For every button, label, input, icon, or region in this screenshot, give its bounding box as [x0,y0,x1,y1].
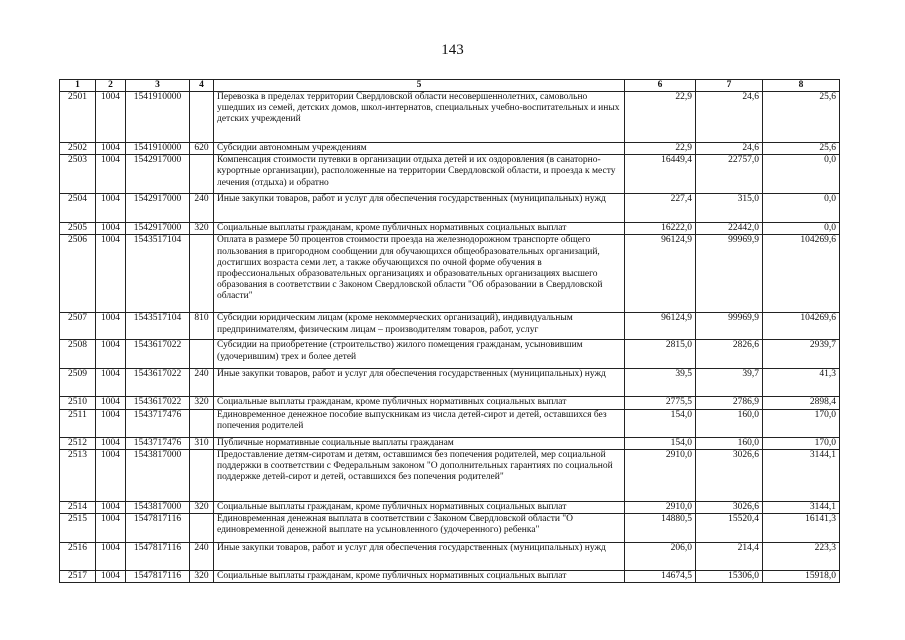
target-article-code: 1543617022 [126,369,190,397]
amount-year-3: 223,3 [763,543,840,571]
amount-year-3: 41,3 [763,369,840,397]
table-row [60,313,840,340]
target-article-code: 1541910000 [126,143,190,155]
row-number: 2516 [60,543,96,571]
amount-year-3: 2898,4 [763,397,840,409]
target-article-code: 1542917000 [126,155,190,194]
row-number: 2507 [60,313,96,340]
amount-year-1: 16449,4 [625,155,696,194]
amount-year-2: 99969,9 [696,313,763,340]
section-code: 1004 [96,437,126,449]
amount-year-3: 0,0 [763,194,840,223]
table-row [60,92,840,143]
amount-year-1: 96124,9 [625,235,696,313]
expense-type-code [190,514,214,543]
expense-type-code: 320 [190,397,214,409]
section-code: 1004 [96,92,126,143]
expense-type-code [190,155,214,194]
expense-description: Социальные выплаты гражданам, кроме публичных нормативных социальных выплат [214,571,625,583]
section-code: 1004 [96,194,126,223]
table-row [60,143,840,155]
row-number: 2513 [60,449,96,501]
section-code: 1004 [96,235,126,313]
column-header-8: 8 [763,80,840,92]
expense-description: Иные закупки товаров, работ и услуг для обеспечения государственных (муниципальных) нужд [214,369,625,397]
table-body [60,92,840,583]
section-code: 1004 [96,313,126,340]
row-number: 2506 [60,235,96,313]
target-article-code: 1543617022 [126,397,190,409]
column-header-4: 4 [190,80,214,92]
target-article-code: 1547817116 [126,571,190,583]
page-number: 143 [441,42,464,58]
section-code: 1004 [96,155,126,194]
table-row [60,223,840,235]
column-header-3: 3 [126,80,190,92]
target-article-code: 1543617022 [126,340,190,369]
section-code: 1004 [96,340,126,369]
amount-year-3: 104269,6 [763,235,840,313]
expense-type-code: 810 [190,313,214,340]
section-code: 1004 [96,514,126,543]
expense-type-code [190,92,214,143]
amount-year-1: 2910,0 [625,449,696,501]
row-number: 2503 [60,155,96,194]
amount-year-2: 315,0 [696,194,763,223]
row-number: 2502 [60,143,96,155]
amount-year-1: 22,9 [625,143,696,155]
section-code: 1004 [96,449,126,501]
column-header-6: 6 [625,80,696,92]
column-header-1: 1 [60,80,96,92]
amount-year-3: 16141,3 [763,514,840,543]
amount-year-3: 104269,6 [763,313,840,340]
section-code: 1004 [96,409,126,437]
expense-type-code: 320 [190,223,214,235]
row-number: 2515 [60,514,96,543]
section-code: 1004 [96,223,126,235]
target-article-code: 1543517104 [126,313,190,340]
target-article-code: 1541910000 [126,92,190,143]
column-header-5: 5 [214,80,625,92]
header-row [60,80,840,92]
amount-year-1: 14880,5 [625,514,696,543]
amount-year-2: 22442,0 [696,223,763,235]
target-article-code: 1543717476 [126,409,190,437]
amount-year-1: 16222,0 [625,223,696,235]
amount-year-2: 3026,6 [696,449,763,501]
amount-year-3: 0,0 [763,155,840,194]
budget-table [59,79,840,583]
amount-year-1: 22,9 [625,92,696,143]
amount-year-3: 3144,1 [763,449,840,501]
table-row [60,571,840,583]
expense-description: Иные закупки товаров, работ и услуг для обеспечения государственных (муниципальных) нужд [214,194,625,223]
amount-year-2: 22757,0 [696,155,763,194]
expense-type-code: 240 [190,543,214,571]
amount-year-2: 214,4 [696,543,763,571]
row-number: 2508 [60,340,96,369]
expense-description: Предоставление детям-сиротам и детям, оставшимся без попечения родителей, мер социальной поддержки в соответствии с Федеральным законом "О дополнительных гарантиях по социальной поддержке детей-сирот и детей, оставшихся без попечения родителей" [214,449,625,501]
expense-type-code: 320 [190,501,214,513]
amount-year-1: 96124,9 [625,313,696,340]
expense-description: Единовременная денежная выплата в соответствии с Законом Свердловской области "О единовременной денежной выплате на усыновленного (удочеренного) ребенка" [214,514,625,543]
expense-description: Компенсация стоимости путевки в организации отдыха детей и их оздоровления (в санаторно-курортные организации), расположенные на территории Свердловской области, и проезда к месту лечения (отдыха) и обратно [214,155,625,194]
table-row [60,449,840,501]
expense-type-code [190,235,214,313]
expense-description: Социальные выплаты гражданам, кроме публичных нормативных социальных выплат [214,397,625,409]
expense-type-code [190,409,214,437]
amount-year-1: 206,0 [625,543,696,571]
amount-year-1: 39,5 [625,369,696,397]
row-number: 2517 [60,571,96,583]
section-code: 1004 [96,543,126,571]
section-code: 1004 [96,143,126,155]
expense-description: Социальные выплаты гражданам, кроме публичных нормативных социальных выплат [214,223,625,235]
table-row [60,543,840,571]
row-number: 2501 [60,92,96,143]
amount-year-1: 154,0 [625,409,696,437]
row-number: 2512 [60,437,96,449]
table-row [60,397,840,409]
row-number: 2514 [60,501,96,513]
expense-type-code: 240 [190,194,214,223]
amount-year-1: 14674,5 [625,571,696,583]
column-header-2: 2 [96,80,126,92]
table-row [60,340,840,369]
target-article-code: 1547817116 [126,514,190,543]
expense-description: Социальные выплаты гражданам, кроме публичных нормативных социальных выплат [214,501,625,513]
amount-year-1: 2775,5 [625,397,696,409]
expense-description: Перевозка в пределах территории Свердловской области несовершеннолетних, самовольно ушедших из семей, детских домов, школ-интернатов, специальных учебно-воспитательных и иных детских учреждений [214,92,625,143]
amount-year-1: 2910,0 [625,501,696,513]
expense-type-code: 240 [190,369,214,397]
amount-year-3: 15918,0 [763,571,840,583]
target-article-code: 1543717476 [126,437,190,449]
amount-year-2: 160,0 [696,409,763,437]
target-article-code: 1543817000 [126,501,190,513]
table-row [60,409,840,437]
amount-year-2: 2826,6 [696,340,763,369]
target-article-code: 1547817116 [126,543,190,571]
amount-year-3: 0,0 [763,223,840,235]
expense-description: Публичные нормативные социальные выплаты гражданам [214,437,625,449]
amount-year-2: 39,7 [696,369,763,397]
target-article-code: 1542917000 [126,223,190,235]
amount-year-2: 24,6 [696,92,763,143]
expense-type-code: 310 [190,437,214,449]
expense-type-code: 620 [190,143,214,155]
expense-description: Оплата в размере 50 процентов стоимости проезда на железнодорожном транспорте общего пользования в пригородном сообщении для обучающихся общеобразовательных организаций, достигших возраста семи лет, а также обучающихся по очной форме обучения в профессиональных образовательных организациях и образовательных организациях высшего образования в соответствии с Законом Свердловской области "Об образовании в Свердловской области" [214,235,625,313]
target-article-code: 1543517104 [126,235,190,313]
amount-year-3: 3144,1 [763,501,840,513]
expense-type-code: 320 [190,571,214,583]
amount-year-3: 25,6 [763,143,840,155]
column-header-7: 7 [696,80,763,92]
section-code: 1004 [96,369,126,397]
section-code: 1004 [96,501,126,513]
row-number: 2504 [60,194,96,223]
table-row [60,501,840,513]
table-row [60,155,840,194]
table-row [60,194,840,223]
amount-year-3: 25,6 [763,92,840,143]
expense-type-code [190,340,214,369]
amount-year-3: 2939,7 [763,340,840,369]
row-number: 2510 [60,397,96,409]
row-number: 2505 [60,223,96,235]
amount-year-2: 99969,9 [696,235,763,313]
amount-year-2: 15520,4 [696,514,763,543]
amount-year-2: 24,6 [696,143,763,155]
table-row [60,235,840,313]
amount-year-1: 154,0 [625,437,696,449]
expense-description: Субсидии юридическим лицам (кроме некоммерческих организаций), индивидуальным предпринимателям, физическим лицам – производителям товаров, работ, услуг [214,313,625,340]
amount-year-2: 2786,9 [696,397,763,409]
amount-year-1: 227,4 [625,194,696,223]
table-row [60,514,840,543]
table-row [60,369,840,397]
row-number: 2511 [60,409,96,437]
amount-year-2: 15306,0 [696,571,763,583]
amount-year-2: 3026,6 [696,501,763,513]
target-article-code: 1542917000 [126,194,190,223]
target-article-code: 1543817000 [126,449,190,501]
table-row [60,437,840,449]
expense-description: Субсидии на приобретение (строительство) жилого помещения гражданам, усыновившим (удочерившим) трех и более детей [214,340,625,369]
amount-year-3: 170,0 [763,437,840,449]
section-code: 1004 [96,571,126,583]
amount-year-2: 160,0 [696,437,763,449]
amount-year-1: 2815,0 [625,340,696,369]
row-number: 2509 [60,369,96,397]
section-code: 1004 [96,397,126,409]
expense-description: Единовременное денежное пособие выпускникам из числа детей-сирот и детей, оставшихся без попечения родителей [214,409,625,437]
amount-year-3: 170,0 [763,409,840,437]
expense-type-code [190,449,214,501]
expense-description: Иные закупки товаров, работ и услуг для обеспечения государственных (муниципальных) нужд [214,543,625,571]
expense-description: Субсидии автономным учреждениям [214,143,625,155]
